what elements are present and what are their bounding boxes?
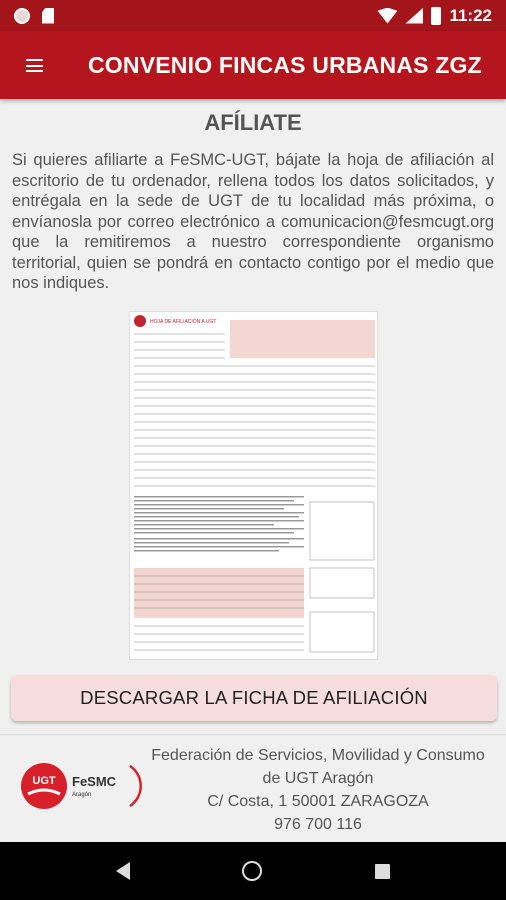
footer-address: C/ Costa, 1 50001 ZARAGOZA [207, 793, 429, 810]
fesmc-ugt-logo [20, 760, 142, 812]
logo-region-text: Aragón [72, 792, 92, 798]
form-ugt-logo-icon [134, 315, 146, 327]
status-bar [0, 0, 506, 31]
footer-phone: 976 700 116 [274, 816, 362, 833]
footer-org-line2: de UGT Aragón [262, 770, 374, 787]
battery-icon [431, 7, 441, 25]
page-title: AFÍLIATE [204, 110, 302, 135]
back-icon[interactable] [116, 862, 130, 880]
footer-divider [0, 734, 506, 735]
logo-fesmc-text: FeSMC [72, 774, 117, 789]
logo-ugt-text: UGT [32, 775, 56, 787]
form-title: HOJA DE AFILIACIÓN A UGT [150, 319, 217, 325]
recent-apps-icon[interactable] [375, 864, 390, 879]
signal-icon [405, 8, 423, 24]
status-time: 11:22 [449, 5, 492, 25]
menu-icon[interactable] [0, 31, 68, 99]
footer-contact [136, 744, 500, 836]
download-form-button[interactable]: DESCARGAR LA FICHA DE AFILIACIÓN [11, 675, 497, 721]
footer-org-line1: Federación de Servicios, Movilidad y Consumo [151, 747, 485, 764]
home-icon[interactable] [242, 861, 262, 881]
sd-card-icon [42, 8, 54, 24]
intro-text: Si quieres afiliarte a FeSMC-UGT, bájate la hoja de afiliación al escritorio de tu ordenador, rellena todos los datos solicitados, y entrégala en la sede de UGT de tu localidad más próxima, o envíanosla por correo electrónico a comunicacion@fesmcugt.org que la remitiremos a nuestro correspondiente organismo territorial, quien se pondrá en contacto contigo por el medio que nos indiques. [12, 151, 494, 292]
app-bar [0, 31, 506, 99]
membership-form-image [129, 311, 378, 660]
app-title: CONVENIO FINCAS URBANAS ZGZ [88, 51, 482, 78]
notification-icon [14, 8, 30, 24]
wifi-icon [377, 8, 397, 24]
navigation-bar [0, 842, 506, 900]
